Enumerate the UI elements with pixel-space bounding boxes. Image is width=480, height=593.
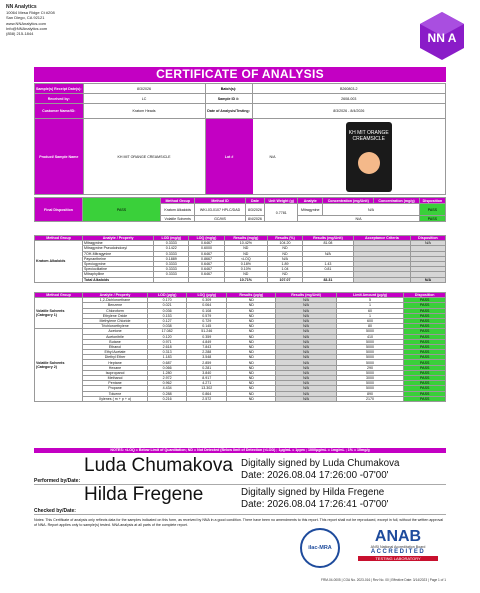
table-cell: 80 xyxy=(336,324,404,329)
table-cell: Ethylene Oxide xyxy=(83,313,148,318)
table-cell: 4.271 xyxy=(187,381,227,386)
table-cell: 0.281 xyxy=(187,365,227,370)
table-cell: ND xyxy=(227,303,276,308)
table-cell: 290 xyxy=(336,365,404,370)
table-cell: ND xyxy=(227,381,276,386)
alkaloid-table xyxy=(34,235,446,283)
table-cell: 890 xyxy=(336,391,404,396)
table-cell: Hexane xyxy=(83,365,148,370)
table-cell: Acetone xyxy=(83,329,148,334)
table-cell: PASS xyxy=(404,334,446,339)
disp-cell: WKI-03-0107 HPLC/DAD xyxy=(195,204,245,216)
nna-logo xyxy=(418,10,466,62)
digital-sig-2 xyxy=(241,487,389,511)
table-cell: 107.07 xyxy=(268,277,303,282)
table-cell: ND xyxy=(227,298,276,303)
table-cell: N/A xyxy=(268,256,303,261)
table-cell: N/A xyxy=(276,329,336,334)
table-cell: PASS xyxy=(404,298,446,303)
lab-phone: (858) 215-1844 xyxy=(6,31,34,37)
table-cell: Mitragynine Pseudoindoxyl xyxy=(83,246,154,251)
table-cell: N/A xyxy=(276,386,336,391)
footnote: Notes: This Certificate of analysis only reflects data for the samples indicated on this form, as received by NNA in a good condition. There have been no amendments to this report. This report shall not be reproduced, except in full, without the written approval of NNA. Report applies only to sample(s) tested. NNA analysis at all parts of the complete report. xyxy=(34,518,444,527)
sample-info xyxy=(34,83,446,195)
table-cell: PASS xyxy=(404,381,446,386)
disposition-label: Final Disposition xyxy=(35,198,83,222)
table-cell: ND xyxy=(224,246,267,251)
table-cell: PASS xyxy=(404,391,446,396)
table-cell xyxy=(189,277,224,282)
analysis-date-value: 8/3/2026 - 8/4/2026 xyxy=(252,104,445,119)
lab-name: NN Analytics xyxy=(6,4,37,10)
table-cell: 0.8667 xyxy=(189,256,224,261)
table-cell: N/A xyxy=(276,350,336,355)
customer-value: Kratom Heads xyxy=(83,104,205,119)
table-cell: 0.064 xyxy=(187,303,227,308)
lot-and-image xyxy=(205,119,445,195)
table-cell: N/A xyxy=(276,381,336,386)
digital-sig-1-line1: Digitally signed by Luda Chumakova xyxy=(241,458,400,469)
table-cell: 5000 xyxy=(336,344,404,349)
table-cell: ND xyxy=(224,251,267,256)
table-cell: 0.962 xyxy=(147,381,186,386)
table-cell: 1,2-Dichloroethane xyxy=(83,298,148,303)
anab-sub: ANSI National Accreditation Board xyxy=(370,545,426,549)
table-cell: N/A xyxy=(410,241,445,246)
table-cell: 0.729 xyxy=(187,318,227,323)
table-cell: 0.313 xyxy=(147,350,186,355)
table-cell: Kratom Alkaloids xyxy=(35,241,83,283)
table-cell: Toluene xyxy=(83,391,148,396)
testing-lab-text: TESTING LABORATORY xyxy=(358,556,438,561)
table-cell: Butane xyxy=(83,339,148,344)
lab-header xyxy=(6,4,55,36)
disp-cell: PASS xyxy=(419,216,445,222)
lab-addr1: 10064 Mesa Ridge Ct #208 xyxy=(6,10,55,16)
solvent-table xyxy=(34,292,446,402)
final-disposition: PASS xyxy=(83,198,161,222)
table-cell: Diethyl Ether xyxy=(83,355,148,360)
table-cell: 3000 xyxy=(336,376,404,381)
table-cell: PASS xyxy=(404,376,446,381)
table-cell: ND xyxy=(227,329,276,334)
table-cell: 0.3333 xyxy=(154,267,189,272)
product-value: KH MIT ORANGE CREAMSICLE xyxy=(83,119,205,195)
lot-label: Lot # xyxy=(206,119,253,194)
table-cell: N/A xyxy=(276,370,336,375)
table-cell: ND xyxy=(268,246,303,251)
page-title: CERTIFICATE OF ANALYSIS xyxy=(34,67,446,82)
table-cell: 83.31 xyxy=(303,277,354,282)
table-cell: N/A xyxy=(276,298,336,303)
table-cell: PASS xyxy=(404,329,446,334)
table-cell: N/A xyxy=(276,376,336,381)
table-cell: 5000 xyxy=(336,370,404,375)
table-cell: ND xyxy=(227,355,276,360)
disp-header: Disposition xyxy=(419,198,445,204)
disp-cell: 8/3/2026 xyxy=(245,204,265,216)
sample-id-value: 2608-003 xyxy=(252,94,445,104)
disp-cell: Kratom Alkaloids xyxy=(161,204,195,216)
table-cell: Chloroform xyxy=(83,308,148,313)
table-cell: 0.3333 xyxy=(154,261,189,266)
table-cell: 2.972 xyxy=(147,376,186,381)
table-cell: 0.971 xyxy=(147,339,186,344)
table-cell: Analyte / Property xyxy=(83,293,148,298)
disp-header: Date xyxy=(245,198,265,204)
table-cell: 0.6000 xyxy=(189,246,224,251)
table-cell: 1.89 xyxy=(268,261,303,266)
anab-logo xyxy=(350,528,446,562)
ilac-logo: ilac-MRA xyxy=(300,528,340,568)
table-cell: Method Group xyxy=(35,236,83,241)
table-cell: 7OH-Mitragynine xyxy=(83,251,154,256)
table-cell: Acetonitrile xyxy=(83,334,148,339)
table-cell: 1.43 xyxy=(303,261,354,266)
batch-label: Batch(s): xyxy=(205,84,252,94)
table-cell: 17.082 xyxy=(147,329,186,334)
table-cell: 0.170 xyxy=(147,298,186,303)
table-cell: PASS xyxy=(404,308,446,313)
table-cell: N/A xyxy=(276,334,336,339)
table-cell: 0.120 xyxy=(147,334,186,339)
table-cell: 0.6467 xyxy=(189,267,224,272)
table-cell: ND xyxy=(227,334,276,339)
table-cell: LOQ (mg/g) xyxy=(189,236,224,241)
table-cell: ND xyxy=(227,318,276,323)
table-cell: N/A xyxy=(276,318,336,323)
table-cell: 0.6467 xyxy=(189,251,224,256)
customer-label: Customer Name/ID: xyxy=(35,104,84,119)
table-cell: N/A xyxy=(276,365,336,370)
table-cell: Analyte / Property xyxy=(83,236,154,241)
table-cell: 2.288 xyxy=(187,350,227,355)
table-cell: Limit Amount (µg/g) xyxy=(336,293,404,298)
table-cell: Results (mg/Unit) xyxy=(276,293,336,298)
table-cell: ND xyxy=(227,386,276,391)
table-cell: PASS xyxy=(404,370,446,375)
table-cell: 8.917 xyxy=(187,376,227,381)
table-cell: Methanol xyxy=(83,376,148,381)
table-cell: Isopropanol xyxy=(83,370,148,375)
table-cell: 0.864 xyxy=(187,391,227,396)
disp-cell: Volatile Solvents xyxy=(161,216,195,222)
table-cell: 5000 xyxy=(336,355,404,360)
disp-header: Analyte xyxy=(298,198,323,204)
disp-cell: 0.7781 xyxy=(265,204,298,222)
table-cell: 4.849 xyxy=(187,339,227,344)
table-cell: 0.216 xyxy=(147,396,186,401)
table-cell: 0.10% xyxy=(224,267,267,272)
table-cell: PASS xyxy=(404,339,446,344)
table-cell: 0.687 xyxy=(147,360,186,365)
table-cell: ND xyxy=(227,313,276,318)
table-cell: 60 xyxy=(336,308,404,313)
table-cell xyxy=(154,277,189,282)
table-row xyxy=(35,396,446,401)
table-cell: Xylenes ( m + p + o) xyxy=(83,396,148,401)
table-cell: Results (µg/g) xyxy=(227,293,276,298)
table-cell: 0.3333 xyxy=(154,272,189,277)
disp-cell: Mitragynine xyxy=(298,204,323,216)
table-cell: 2170 xyxy=(336,396,404,401)
table-cell: N/A xyxy=(410,277,445,282)
table-cell: 1.280 xyxy=(147,370,186,375)
table-cell: N/A xyxy=(276,339,336,344)
table-cell: Speciogynine xyxy=(83,261,154,266)
table-cell: Total Alkaloids xyxy=(83,277,154,282)
table-cell: Acceptance Criteria xyxy=(353,236,410,241)
table-cell: Volatile Solvents (Category 1) xyxy=(35,298,83,329)
disp-header: Unit Weight (g) xyxy=(265,198,298,204)
table-cell: LOQ (µg/g) xyxy=(187,293,227,298)
table-cell: N/A xyxy=(276,344,336,349)
table-cell: N/A xyxy=(276,355,336,360)
disp-header: Concentration (mg/g) xyxy=(374,198,420,204)
received-by-label: Received by: xyxy=(35,94,84,104)
table-cell: Results (%) xyxy=(268,236,303,241)
table-cell: 0.6467 xyxy=(189,241,224,246)
sample-id-label: Sample ID #: xyxy=(205,94,252,104)
received-label: Sample(s) Receipt Date(s): xyxy=(35,84,84,94)
table-cell: N/A xyxy=(303,251,354,256)
table-cell: 0.6467 xyxy=(189,261,224,266)
table-cell: PASS xyxy=(404,365,446,370)
checked-by-label: Checked by/Date: xyxy=(34,508,76,514)
table-cell: ND xyxy=(227,391,276,396)
table-cell: ND xyxy=(227,339,276,344)
table-cell: 0.579 xyxy=(187,313,227,318)
table-cell: 0.18% xyxy=(224,261,267,266)
product-image-text: KH MIT ORANGE CREAMSICLE xyxy=(348,129,389,142)
table-cell: ND xyxy=(227,344,276,349)
product-label: Product/ Sample Name xyxy=(35,119,84,195)
table-cell: 0.036 xyxy=(147,308,186,313)
table-cell: 13.302 xyxy=(187,386,227,391)
table-cell: 7.843 xyxy=(187,344,227,349)
product-image xyxy=(346,122,392,192)
table-cell: Results (mg/g) xyxy=(224,236,267,241)
lab-web: www.NNAnalytics.com xyxy=(6,20,47,26)
table-cell: 2.859 xyxy=(187,360,227,365)
table-cell: N/A xyxy=(276,324,336,329)
table-cell: ND xyxy=(227,324,276,329)
table-cell: 81.08 xyxy=(303,241,354,246)
disp-cell: N/A xyxy=(298,216,420,222)
table-cell: 0.108 xyxy=(187,308,227,313)
table-cell: Ethyl Acetate xyxy=(83,350,148,355)
table-cell: ND xyxy=(227,308,276,313)
analysis-date-label: Date of Analysis/Testing: xyxy=(205,104,252,119)
table-cell: PASS xyxy=(404,386,446,391)
disp-cell: GC/MS xyxy=(195,216,245,222)
form-number: FRM-04-0005 | COA No. 2023-016 | Rev No. 00 | Effective Date: 3/14/2023 | Page 1 of 1 xyxy=(321,578,446,582)
table-cell: PASS xyxy=(404,344,446,349)
batch-value: B260803-2 xyxy=(252,84,445,94)
digital-sig-1 xyxy=(241,458,399,482)
table-cell: Results (mg/Unit) xyxy=(303,236,354,241)
disp-header: Method Group xyxy=(161,198,195,204)
table-cell: 1 xyxy=(336,313,404,318)
table-cell: 5000 xyxy=(336,386,404,391)
table-cell: PASS xyxy=(404,318,446,323)
table-cell: ND xyxy=(227,396,276,401)
table-cell: PASS xyxy=(404,313,446,318)
table-cell: PASS xyxy=(404,303,446,308)
accredited-text: ACCREDITED xyxy=(370,549,426,555)
notes-bar: NOTES: <LOQ = Below Limit of Quantitation; ND = Not Detected (Below limit of Detection (<LOD) ; 1μg/mL = 1ppm ; 1000μg/mL = 1mg/mL ; 1% = 10mg/g xyxy=(34,448,446,453)
table-cell: ND xyxy=(268,251,303,256)
disp-cell: PASS xyxy=(419,204,445,216)
table-cell: Disposition xyxy=(404,293,446,298)
table-cell: Speciociliatine xyxy=(83,267,154,272)
table-cell: 5000 xyxy=(336,350,404,355)
table-total-row xyxy=(35,277,446,282)
table-cell: PASS xyxy=(404,355,446,360)
table-cell: 10.42% xyxy=(224,241,267,246)
table-cell: 0.066 xyxy=(147,365,186,370)
signature-2: Hilda Fregene xyxy=(84,484,204,505)
lot-value: N/A xyxy=(269,154,276,159)
table-cell: N/A xyxy=(276,308,336,313)
table-cell: 5000 xyxy=(336,381,404,386)
table-cell: 2.618 xyxy=(147,344,186,349)
table-cell: 0.021 xyxy=(147,303,186,308)
disp-header: Concentration (mg/Unit) xyxy=(323,198,374,204)
table-cell: 10.71% xyxy=(224,277,267,282)
received-by-value: LC xyxy=(83,94,205,104)
table-cell: Mitragynine xyxy=(83,241,154,246)
table-cell: PASS xyxy=(404,360,446,365)
table-cell: 0.6467 xyxy=(189,272,224,277)
performed-by-label: Performed by/Date: xyxy=(34,478,81,484)
digital-sig-2-line1: Digitally signed by Hilda Fregene xyxy=(241,487,385,498)
table-cell: Pentane xyxy=(83,381,148,386)
table-cell: <LOQ xyxy=(224,256,267,261)
table-cell: 5000 xyxy=(336,329,404,334)
table-cell: Heptane xyxy=(83,360,148,365)
table-cell: 0.153 xyxy=(147,313,186,318)
table-cell: 0.127 xyxy=(147,318,186,323)
disp-cell: 8/4/2026 xyxy=(245,216,265,222)
table-cell: PASS xyxy=(404,350,446,355)
table-cell: 4.434 xyxy=(147,386,186,391)
table-cell: PASS xyxy=(404,324,446,329)
table-cell: 0.038 xyxy=(147,324,186,329)
lab-addr2: San Diego, CA 92121 xyxy=(6,15,45,21)
disp-header: Method ID xyxy=(195,198,245,204)
table-cell: ND xyxy=(227,350,276,355)
table-cell: ND xyxy=(268,272,303,277)
table-cell: N/A xyxy=(276,303,336,308)
table-cell: ND xyxy=(227,365,276,370)
table-cell: 0.3333 xyxy=(154,241,189,246)
table-cell: Mitraphylline xyxy=(83,272,154,277)
table-cell: ND xyxy=(224,272,267,277)
disposition-table xyxy=(34,197,446,222)
table-cell: N/A xyxy=(276,313,336,318)
table-cell: 0.1422 xyxy=(154,246,189,251)
divider xyxy=(34,514,446,515)
table-cell: 5000 xyxy=(336,339,404,344)
table-cell: 5 xyxy=(336,298,404,303)
table-cell: 0.1889 xyxy=(154,256,189,261)
table-cell: 0.309 xyxy=(187,298,227,303)
table-cell: Methylene Chloride xyxy=(83,318,148,323)
table-cell: Paynantheine xyxy=(83,256,154,261)
table-cell: 1 xyxy=(336,303,404,308)
table-cell: 600 xyxy=(336,318,404,323)
table-cell: 0.145 xyxy=(187,324,227,329)
table-cell: Disposition xyxy=(410,236,445,241)
table-cell: 1.183 xyxy=(147,355,186,360)
table-cell: 0.359 xyxy=(187,334,227,339)
digital-sig-2-date: Date: 2026.08.04 17:26:41 -07'00' xyxy=(241,499,389,510)
received-value: 8/3/2026 xyxy=(83,84,205,94)
table-cell: N/A xyxy=(276,396,336,401)
table-cell: 0.3333 xyxy=(154,251,189,256)
table-cell: Propane xyxy=(83,386,148,391)
table-cell: ND xyxy=(227,360,276,365)
table-cell: 1.04 xyxy=(268,267,303,272)
table-cell: 2.572 xyxy=(187,396,227,401)
signature-1: Luda Chumakova xyxy=(84,455,233,476)
table-cell: Benzene xyxy=(83,303,148,308)
table-cell: Method Group xyxy=(35,293,83,298)
lab-email: Info@NNAnalytics.com xyxy=(6,25,48,31)
table-cell: 51.246 xyxy=(187,329,227,334)
table-cell: 3.548 xyxy=(187,355,227,360)
disp-cell: N/A xyxy=(323,204,420,216)
table-cell: Ethanol xyxy=(83,344,148,349)
table-cell: 410 xyxy=(336,334,404,339)
table-cell: N/A xyxy=(276,360,336,365)
table-cell xyxy=(353,277,410,282)
table-cell: N/A xyxy=(276,391,336,396)
digital-sig-1-date: Date: 2026.08.04 17:26:00 -07'00' xyxy=(241,470,389,481)
table-cell: Trichloroethylene xyxy=(83,324,148,329)
table-cell: ND xyxy=(227,376,276,381)
table-cell: 3.840 xyxy=(187,370,227,375)
table-cell: ND xyxy=(227,370,276,375)
table-cell: 104.20 xyxy=(268,241,303,246)
table-cell: 5000 xyxy=(336,360,404,365)
logo-text: NN A xyxy=(427,31,457,45)
table-cell: 0.288 xyxy=(147,391,186,396)
table-cell: LOD (mg/g) xyxy=(154,236,189,241)
anab-text: ANAB xyxy=(374,528,422,545)
table-cell: Volatile Solvents (Category 2) xyxy=(35,329,83,402)
table-cell: PASS xyxy=(404,396,446,401)
table-cell: LOD (µg/g) xyxy=(147,293,186,298)
table-cell: 0.81 xyxy=(303,267,354,272)
